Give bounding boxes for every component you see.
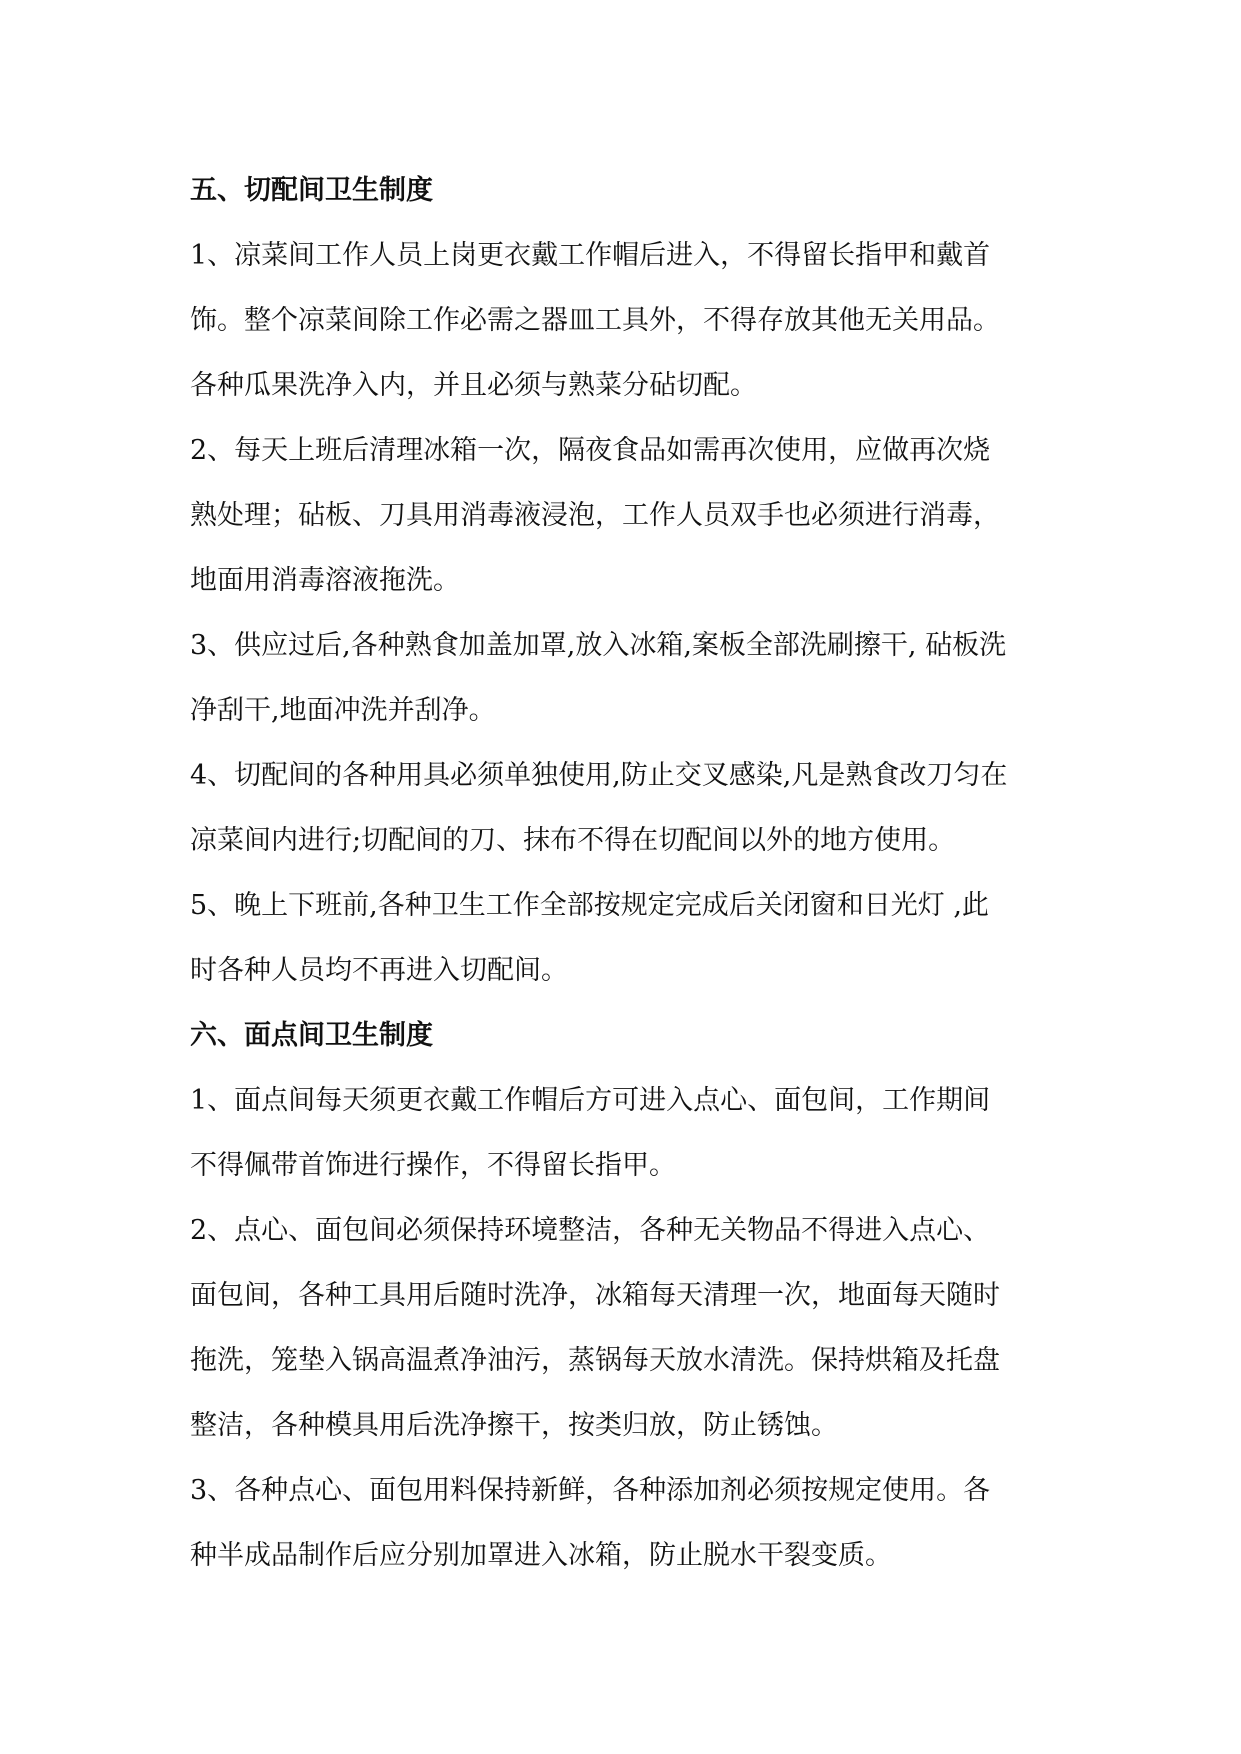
- text-line: 种半成品制作后应分别加罩进入冰箱，防止脱水干裂变质。: [190, 1540, 892, 1571]
- paragraph: [190, 418, 1070, 613]
- text-line: 饰。整个凉菜间除工作必需之器皿工具外，不得存放其他无关用品。: [190, 305, 1000, 336]
- text-line: 5、晚上下班前,各种卫生工作全部按规定完成后关闭窗和日光灯 ,此: [190, 890, 989, 921]
- section-pastry-room: [190, 1003, 1070, 1588]
- section-cutting-room: [190, 158, 1070, 1003]
- paragraph: [190, 1458, 1070, 1588]
- paragraph: [190, 223, 1070, 418]
- document-body: [190, 158, 1070, 1588]
- section-heading: 六、面点间卫生制度: [190, 1020, 433, 1051]
- paragraph: [190, 1198, 1070, 1458]
- paragraph: [190, 873, 1070, 1003]
- paragraph: [190, 613, 1070, 743]
- text-line: 凉菜间内进行;切配间的刀、抹布不得在切配间以外的地方使用。: [190, 825, 956, 856]
- section-heading: 五、切配间卫生制度: [190, 175, 433, 206]
- text-line: 3、供应过后,各种熟食加盖加罩,放入冰箱,案板全部洗刷擦干, 砧板洗: [190, 630, 1007, 661]
- text-line: 2、点心、面包间必须保持环境整洁，各种无关物品不得进入点心、: [190, 1215, 991, 1246]
- text-line: 4、切配间的各种用具必须单独使用,防止交叉感染,凡是熟食改刀匀在: [190, 760, 1008, 791]
- text-line: 1、面点间每天须更衣戴工作帽后方可进入点心、面包间，工作期间: [190, 1085, 991, 1116]
- text-line: 时各种人员均不再进入切配间。: [190, 955, 568, 986]
- text-line: 地面用消毒溶液拖洗。: [190, 565, 460, 596]
- text-line: 3、各种点心、面包用料保持新鲜，各种添加剂必须按规定使用。各: [190, 1475, 991, 1506]
- text-line: 2、每天上班后清理冰箱一次，隔夜食品如需再次使用，应做再次烧: [190, 435, 991, 466]
- paragraph: [190, 1068, 1070, 1198]
- paragraph: [190, 743, 1070, 873]
- text-line: 面包间，各种工具用后随时洗净，冰箱每天清理一次，地面每天随时: [190, 1280, 1000, 1311]
- text-line: 净刮干,地面冲洗并刮净。: [190, 695, 496, 726]
- text-line: 整洁，各种模具用后洗净擦干，按类归放，防止锈蚀。: [190, 1410, 838, 1441]
- text-line: 拖洗，笼垫入锅高温煮净油污，蒸锅每天放水清洗。保持烘箱及托盘: [190, 1345, 1000, 1376]
- text-line: 各种瓜果洗净入内，并且必须与熟菜分砧切配。: [190, 370, 757, 401]
- text-line: 熟处理；砧板、刀具用消毒液浸泡，工作人员双手也必须进行消毒，: [190, 500, 1000, 531]
- text-line: 1、凉菜间工作人员上岗更衣戴工作帽后进入，不得留长指甲和戴首: [190, 240, 991, 271]
- text-line: 不得佩带首饰进行操作，不得留长指甲。: [190, 1150, 676, 1181]
